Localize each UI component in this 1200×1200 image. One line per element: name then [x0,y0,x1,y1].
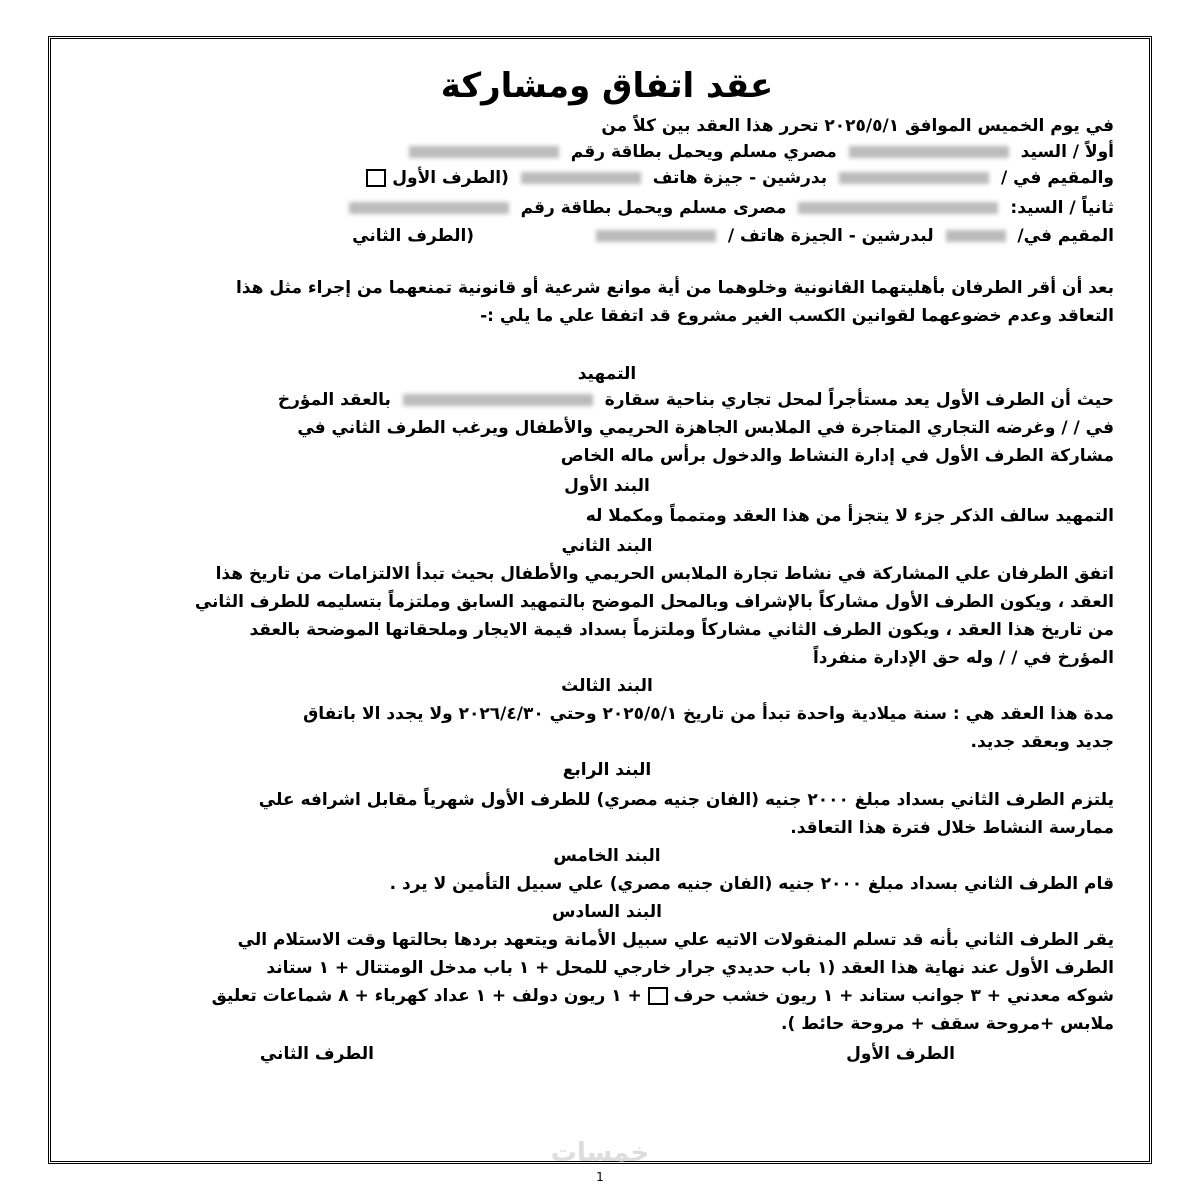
party1-line2: والمقيم في / بدرشين - جيزة هاتف (الطرف الأول [100,166,1114,190]
clause-line: ممارسة النشاط خلال فترة هذا التعاقد. [790,818,1114,838]
preamble-line: مشاركة الطرف الأول في إدارة النشاط والدخول برأس ماله الخاص [560,446,1114,466]
checkbox-icon [366,169,386,187]
redacted-phone [596,230,716,242]
clause-heading: البند الأول [564,476,650,496]
party1-label: (الطرف الأول [392,168,509,188]
intro-line: في يوم الخميس الموافق ٢٠٢٥/٥/١ تحرر هذا العقد بين كلاً من [601,116,1114,136]
signature-second-party: الطرف الثاني [259,1044,374,1064]
page-title: عقد اتفاق ومشاركة [440,66,774,106]
signature-first-party: الطرف الأول [846,1044,955,1064]
party2-line1: ثانياً / السيد: مصرى مسلم ويحمل بطاقة رقم [100,196,1114,220]
clause-line: قام الطرف الثاني بسداد مبلغ ٢٠٠٠ جنيه (الفان جنيه مصري) علي سبيل التأمين لا يرد . [389,874,1114,894]
clause-heading: البند الثالث [561,676,653,696]
clause-line: جديد وبعقد جديد. [970,732,1114,752]
clause-line: الطرف الأول عند نهاية هذا العقد (١ باب حديدي جرار خارجي للمحل + ١ باب مدخل الومتتال + ١ ستاند [266,958,1114,978]
redacted-name [798,202,998,214]
clause-line: يقر الطرف الثاني بأنه قد تسلم المنقولات الاتيه علي سبيل الأمانة ويتعهد بردها بحالتها وقت الاستلام الي [237,930,1114,950]
clause-line: مدة هذا العقد هي : سنة ميلادية واحدة تبدأ من تاريخ ٢٠٢٥/٥/١ وحتي ٢٠٢٦/٤/٣٠ ولا يجدد الا باتفاق [303,704,1114,724]
capacity-line: بعد أن أقر الطرفان بأهليتهما القانونية وخلوهما من أية موانع شرعية أو قانونية تمنعهما من إجراء مثل هذا [236,278,1114,298]
checkbox-icon [648,987,668,1005]
watermark: خمسات [550,1138,650,1168]
clause-line: المؤرخ في / / وله حق الإدارة منفرداً [812,648,1114,668]
redacted-address [946,230,1006,242]
party2-label: (الطرف الثاني [352,226,475,246]
redacted-name [849,146,1009,158]
preamble-line: حيث أن الطرف الأول يعد مستأجراً لمحل تجاري بناحية سقارة بالعقد المؤرخ [277,390,1114,410]
redacted-id [409,146,559,158]
clause-line: شوكه معدني + ٣ جوانب ستاند + ١ ريون خشب حرف + ١ ريون دولف + ١ عداد كهرباء + ٨ شماعات تعليق [211,986,1114,1006]
page-number: 1 [596,1170,604,1184]
redacted-id [349,202,509,214]
redacted-phone [521,172,641,184]
clause-heading: البند الرابع [562,760,652,780]
redacted-address [839,172,989,184]
party2-line2: المقيم في/ لبدرشين - الجيزة هاتف / (الطرف الثاني [352,226,1114,246]
clause-line: التمهيد سالف الذكر جزء لا يتجزأ من هذا العقد ومتمماً ومكملا له [585,506,1114,526]
clause-line: اتفق الطرفان علي المشاركة في نشاط تجارة الملابس الحريمي والأطفال بحيث تبدأ الالتزامات من تاريخ هذا [215,564,1114,584]
party1-line1: أولاً / السيد مصري مسلم ويحمل بطاقة رقم [100,140,1114,164]
clause-heading: البند الثاني [561,536,653,556]
clause-line: ملابس +مروحة سقف + مروحة حائط ). [781,1014,1114,1034]
clause-line: يلتزم الطرف الثاني بسداد مبلغ ٢٠٠٠ جنيه (الفان جنيه مصري) للطرف الأول شهرياً مقابل اشرافه علي [258,790,1114,810]
clause-heading: البند الخامس [553,846,661,866]
clause-line: من تاريخ هذا العقد ، ويكون الطرف الثاني مشاركاً وملتزماً بسداد قيمة الايجار وملحقاتها الموضحة بالعقد [249,620,1114,640]
preamble-heading: التمهيد [577,364,637,384]
capacity-line: التعاقد وعدم خضوعهما لقوانين الكسب الغير مشروع قد اتفقا علي ما يلي :- [480,306,1114,326]
redacted-text [403,394,593,406]
clause-line: العقد ، ويكون الطرف الأول مشاركاً بالإشراف وبالمحل الموضح بالتمهيد السابق وملتزماً بتسليمه للطرف الثاني [194,592,1114,612]
clause-heading: البند السادس [552,902,662,922]
preamble-line: في / / وغرضه التجاري المتاجرة في الملابس الجاهزة الحريمي والأطفال ويرغب الطرف الثاني في [297,418,1114,438]
